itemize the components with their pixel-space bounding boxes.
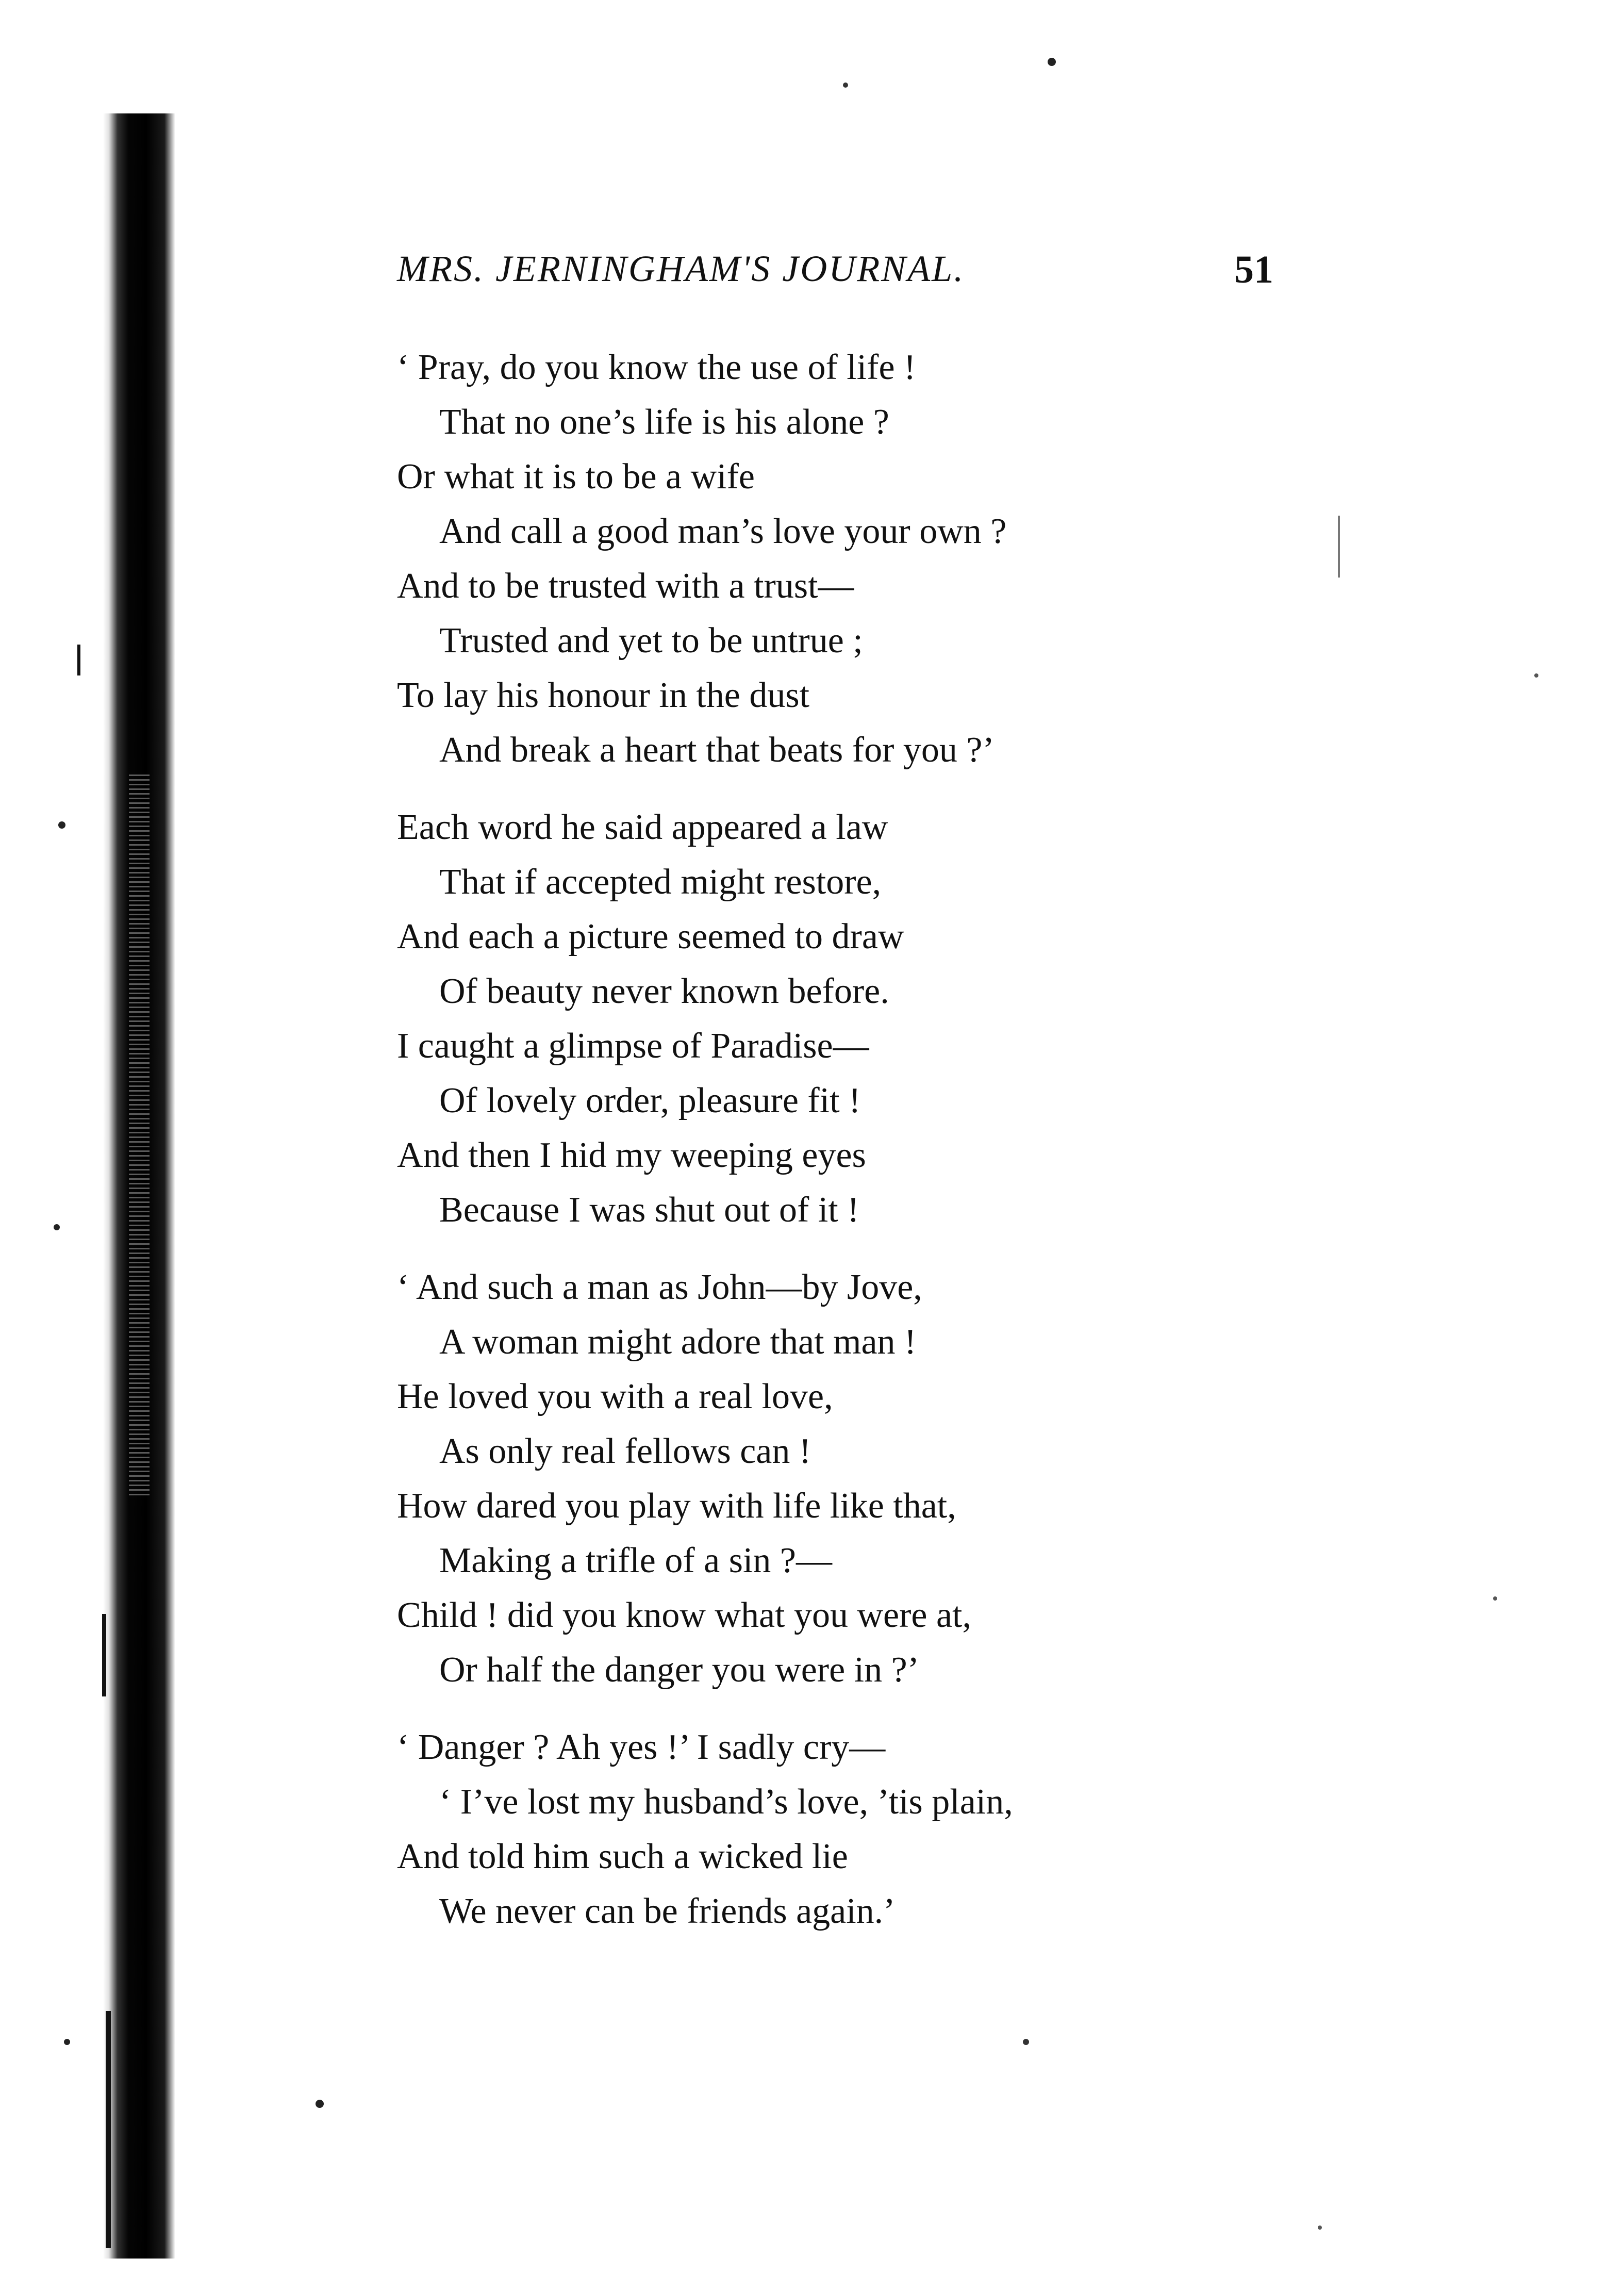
stanza-4 <box>397 1720 1273 1939</box>
poem <box>397 340 1273 1962</box>
poem-line: To lay his honour in the dust <box>397 675 810 715</box>
poem-line: ‘ Pray, do you know the use of life ! <box>397 348 916 387</box>
page-number: 51 <box>1234 248 1273 291</box>
poem-line: How dared you play with life like that, <box>397 1486 956 1526</box>
poem-line: ‘ I’ve lost my husband’s love, ’tis plain, <box>439 1782 1013 1822</box>
poem-line: Making a trifle of a sin ?— <box>439 1541 833 1580</box>
poem-line: We never can be friends again.’ <box>439 1891 896 1931</box>
poem-line: Of beauty never known before. <box>439 971 889 1011</box>
poem-line: He loved you with a real love, <box>397 1377 833 1416</box>
poem-line: Of lovely order, pleasure fit ! <box>439 1081 861 1120</box>
poem-line: Because I was shut out of it ! <box>439 1190 859 1230</box>
poem-line: And to be trusted with a trust— <box>397 566 854 606</box>
running-title: MRS. JERNINGHAM'S JOURNAL. <box>397 248 965 289</box>
poem-line: I caught a glimpse of Paradise— <box>397 1026 869 1066</box>
page-header <box>397 248 1273 304</box>
binding-texture <box>129 773 150 1495</box>
poem-line: Trusted and yet to be untrue ; <box>439 621 863 661</box>
stanza-2 <box>397 800 1273 1238</box>
poem-line: Each word he said appeared a law <box>397 807 888 847</box>
poem-line: And told him such a wicked lie <box>397 1837 848 1876</box>
poem-line: A woman might adore that man ! <box>439 1322 917 1362</box>
stanza-1 <box>397 340 1273 778</box>
stanza-3 <box>397 1260 1273 1697</box>
poem-line: And each a picture seemed to draw <box>397 917 904 957</box>
poem-line: That no one’s life is his alone ? <box>439 402 889 442</box>
poem-line: As only real fellows can ! <box>439 1431 811 1471</box>
poem-line: Or what it is to be a wife <box>397 457 755 497</box>
poem-line: Or half the danger you were in ?’ <box>439 1650 919 1690</box>
poem-line: ‘ Danger ? Ah yes !’ I sadly cry— <box>397 1727 886 1767</box>
poem-line: Child ! did you know what you were at, <box>397 1595 971 1635</box>
poem-line: And call a good man’s love your own ? <box>439 512 1007 551</box>
poem-line: That if accepted might restore, <box>439 862 882 902</box>
poem-line: ‘ And such a man as John—by Jove, <box>397 1267 922 1307</box>
poem-line: And break a heart that beats for you ?’ <box>439 730 995 770</box>
poem-line: And then I hid my weeping eyes <box>397 1135 866 1175</box>
